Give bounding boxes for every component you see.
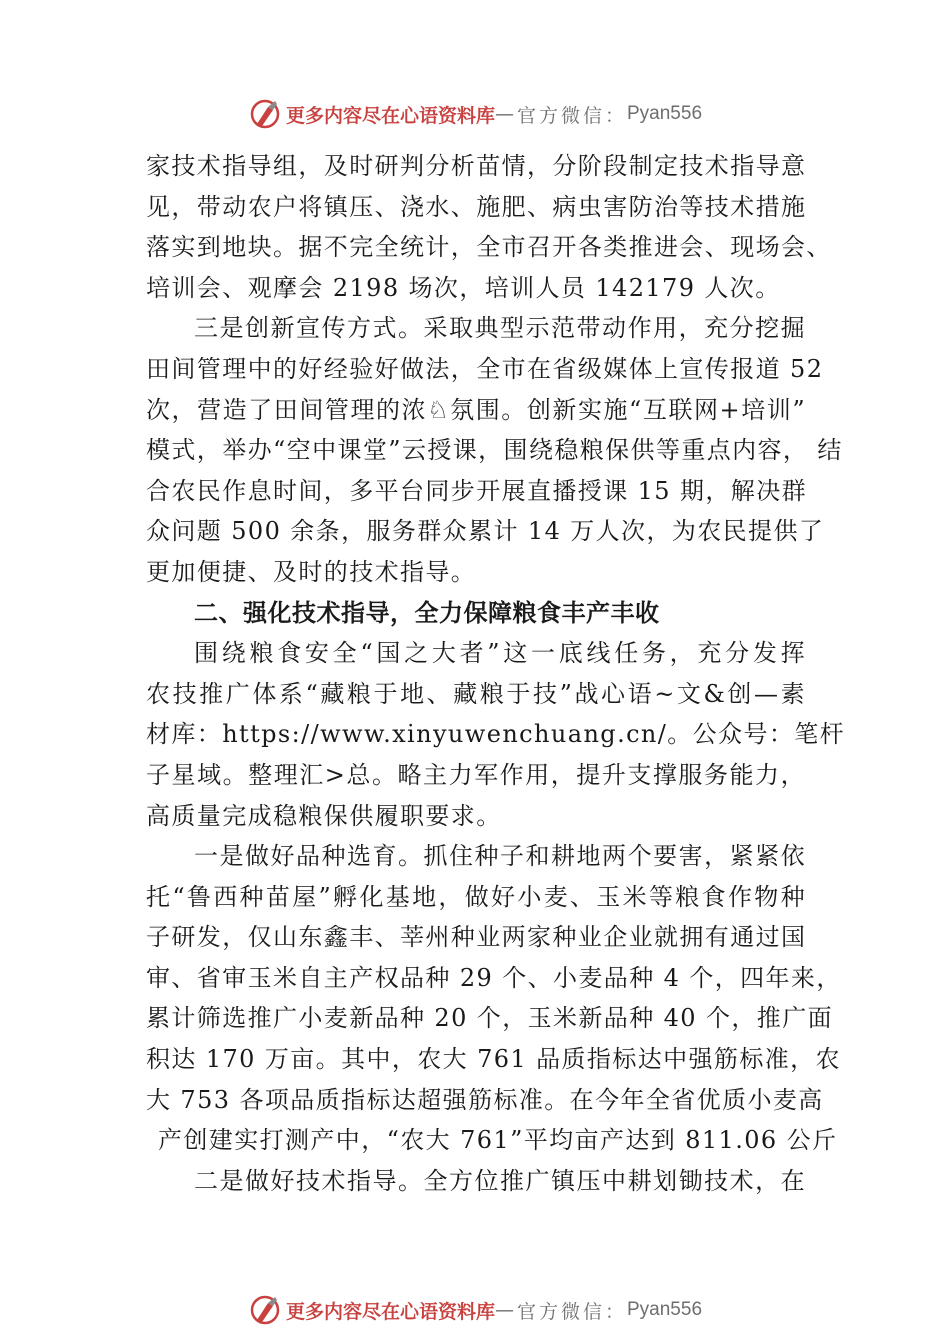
banner-wechat-id: Pyan556 bbox=[627, 1299, 703, 1320]
body-line: 模式，举办“空中课堂”云授课，围绕稳粮保供等重点内容， 结 bbox=[146, 436, 843, 465]
body-line: 一是做好品种选育。抓住种子和耕地两个要害，紧紧依 bbox=[194, 842, 806, 871]
body-line: 田间管理中的好经验好做法，全市在省级媒体上宣传报道 52 bbox=[146, 354, 824, 383]
body-line: 家技术指导组，及时研判分析苗情，分阶段制定技术指导意 bbox=[146, 152, 807, 180]
document-body bbox=[146, 146, 846, 1201]
body-line: 产创建实打测产中，“农大 761”平均亩产达到 811.06 公斤 bbox=[158, 1126, 838, 1155]
banner-wechat-label: 官方微信： bbox=[516, 1300, 627, 1323]
banner-title: 更多内容尽在心语资料库 bbox=[285, 1300, 495, 1323]
body-line: 累计筛选推广小麦新品种 20 个，玉米新品种 40 个，推广面 bbox=[146, 1004, 833, 1033]
banner-wechat-id: Pyan556 bbox=[627, 103, 703, 124]
body-line: 合农民作息时间，多平台同步开展直播授课 15 期，解决群 bbox=[146, 476, 807, 505]
body-line: 次，营造了田间管理的浓♘氛围。创新实施“互联网+培训” bbox=[146, 395, 806, 424]
body-line: 见，带动农户将镇压、浇水、施肥、病虫害防治等技术措施 bbox=[146, 192, 807, 221]
body-line: 围绕粮食安全“国之大者”这一底线任务，充分发挥 bbox=[194, 639, 806, 668]
body-line: 托“鲁西种苗屋”孵化基地，做好小麦、玉米等粮食作物种 bbox=[146, 882, 806, 911]
body-line: 培训会、观摩会 2198 场次，培训人员 142179 人次。 bbox=[146, 273, 781, 302]
pen-nib-logo-icon bbox=[248, 1293, 282, 1327]
body-line: 二是做好技术指导。全方位推广镇压中耕划锄技术，在 bbox=[194, 1166, 806, 1195]
banner-dash: — bbox=[494, 103, 517, 125]
body-line: 众问题 500 余条，服务群众累计 14 万人次，为农民提供了 bbox=[146, 517, 825, 546]
body-line: 大 753 各项品质指标达超强筋标准。在今年全省优质小麦高 bbox=[146, 1085, 824, 1114]
body-line: 审、省审玉米自主产权品种 29 个、小麦品种 4 个，四年来， bbox=[146, 963, 842, 992]
body-line: 落实到地块。据不完全统计，全市召开各类推进会、现场会、 bbox=[146, 233, 832, 262]
pen-nib-logo-icon bbox=[248, 97, 282, 131]
body-line: 高质量完成稳粮保供履职要求。 bbox=[146, 801, 502, 830]
body-line: 子星域。整理汇>总。略主力军作用，提升支撑服务能力， bbox=[146, 760, 806, 789]
footer-banner bbox=[0, 1290, 950, 1330]
section-heading: 二、强化技术指导，全力保障粮食丰产丰收 bbox=[194, 598, 660, 627]
body-line: 材库：https://www.xinyuwenchuang.cn/。公众号：笔杆 bbox=[146, 720, 846, 749]
body-line: 更加便捷、及时的技术指导。 bbox=[146, 557, 477, 586]
body-line: 三是创新宣传方式。采取典型示范带动作用，充分挖掘 bbox=[194, 314, 806, 343]
banner-dash: — bbox=[494, 1299, 517, 1321]
body-line: 子研发，仅山东鑫丰、莘州种业两家种业企业就拥有通过国 bbox=[146, 923, 807, 952]
banner-wechat-label: 官方微信： bbox=[516, 104, 627, 127]
body-line: 农技推广体系“藏粮于地、藏粮于技”战心语~文&创—素 bbox=[146, 679, 806, 708]
body-line: 积达 170 万亩。其中，农大 761 品质指标达中强筋标准，农 bbox=[146, 1045, 841, 1074]
header-banner bbox=[0, 94, 950, 134]
banner-title: 更多内容尽在心语资料库 bbox=[285, 104, 495, 127]
